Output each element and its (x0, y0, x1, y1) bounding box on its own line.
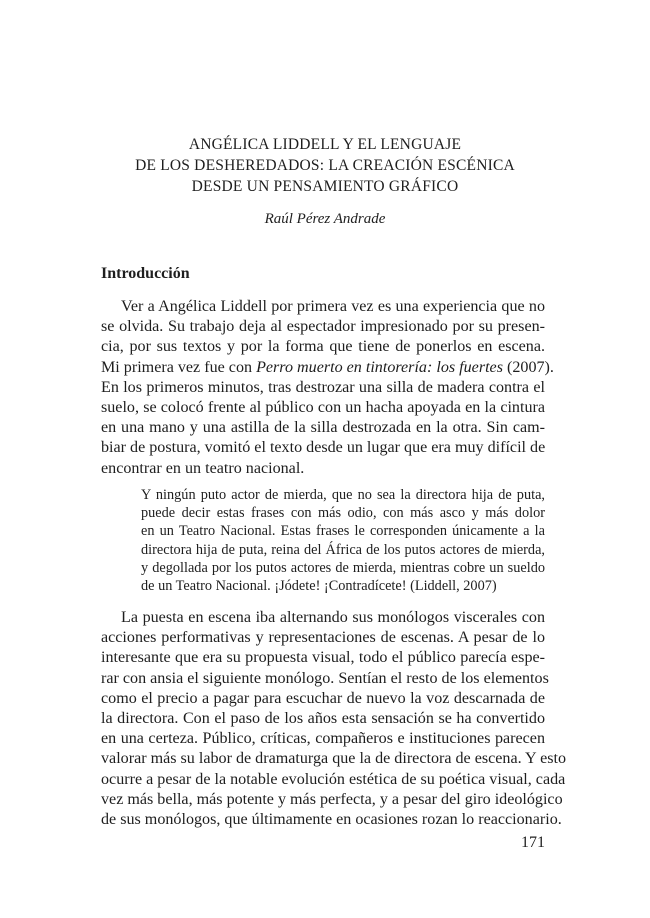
text-line: La puesta en escena iba alternando sus monólogos viscerales con (121, 609, 545, 626)
text-segment: Mi primera vez fue con (101, 358, 257, 376)
quote-line: Y ningún puto actor de mierda, que no sea la directora hija de puta, (141, 487, 545, 503)
author-name: Raúl Pérez Andrade (264, 211, 386, 227)
quote-line: puede decir estas frases con más odio, con más asco y más dolor (141, 505, 545, 522)
text-line: se olvida. Su trabajo deja al espectador impresionado por su presen- (101, 318, 545, 336)
quote-line: de un Teatro Nacional. ¡Jódete! ¡Contradícete! (Liddell, 2007) (141, 578, 497, 595)
text-line: encontrar en un teatro nacional. (101, 459, 305, 477)
text-line: biar de postura, vomitó el texto desde un lugar que era muy difícil de (101, 439, 546, 457)
block-quote (141, 486, 545, 595)
page-number: 171 (521, 834, 545, 851)
text-line: de sus monólogos, que últimamente en ocasiones rozan lo reaccionario. (101, 811, 562, 829)
paragraph-staging (101, 608, 567, 830)
text-line: como el precio a pagar para escuchar de nuevo la voz descarnada de (101, 689, 545, 707)
quote-line: y degollada por los putos actores de mierda, mientras cobre un sueldo (141, 559, 545, 576)
title-line: ANGÉLICA LIDDELL Y EL LENGUAJE (188, 136, 462, 153)
text-line: en una mano y una astilla de la silla destrozada en la otra. Sin cam- (101, 419, 545, 437)
title-line: DE LOS DESHEREDADOS: LA CREACIÓN ESCÉNICA (135, 157, 515, 174)
text-line: la directora. Con el paso de los años esta sensación se ha convertido (101, 710, 545, 728)
title-line: DESDE UN PENSAMIENTO GRÁFICO (191, 178, 459, 195)
text-line: rar con ansia el siguiente monólogo. Sentían el resto de los elementos (101, 669, 549, 687)
text-line: valorar más su labor de dramaturga que la de directora de escena. Y esto (101, 750, 567, 768)
work-title: Perro muerto en tintorería: los fuertes (256, 358, 503, 376)
text-line: vez más bella, más potente y más perfecta, y a pesar del giro ideológico (101, 790, 563, 808)
text-line: En los primeros minutos, tras destrozar una silla de madera contra el (101, 378, 545, 396)
text-line: suelo, se colocó frente al público con un hacha apoyada en la cintura (101, 399, 545, 417)
text-line: acciones performativas y representaciones de escenas. A pesar de lo (101, 629, 545, 647)
quote-line: en un Teatro Nacional. Estas frases le corresponden únicamente a la (141, 523, 545, 540)
chapter-title (80, 134, 570, 197)
text-line (101, 358, 554, 378)
text-line: en una certeza. Público, críticas, compañeros e instituciones parecen (101, 730, 545, 748)
text-line: Ver a Angélica Liddell por primera vez es una experiencia que no (121, 298, 545, 315)
paragraph-introduction (101, 297, 554, 479)
text-line: interesante que era su propuesta visual, todo el público parecía espe- (101, 649, 545, 667)
text-line: ocurre a pesar de la notable evolución estética de su poética visual, cada (101, 770, 566, 788)
text-segment: (2007). (502, 358, 554, 376)
quote-line: directora hija de puta, reina del África de los putos actores de mierda, (141, 541, 545, 558)
text-line: cia, por sus textos y por la forma que tiene de ponerlos en escena. (101, 338, 545, 356)
section-heading: Introducción (101, 265, 190, 282)
